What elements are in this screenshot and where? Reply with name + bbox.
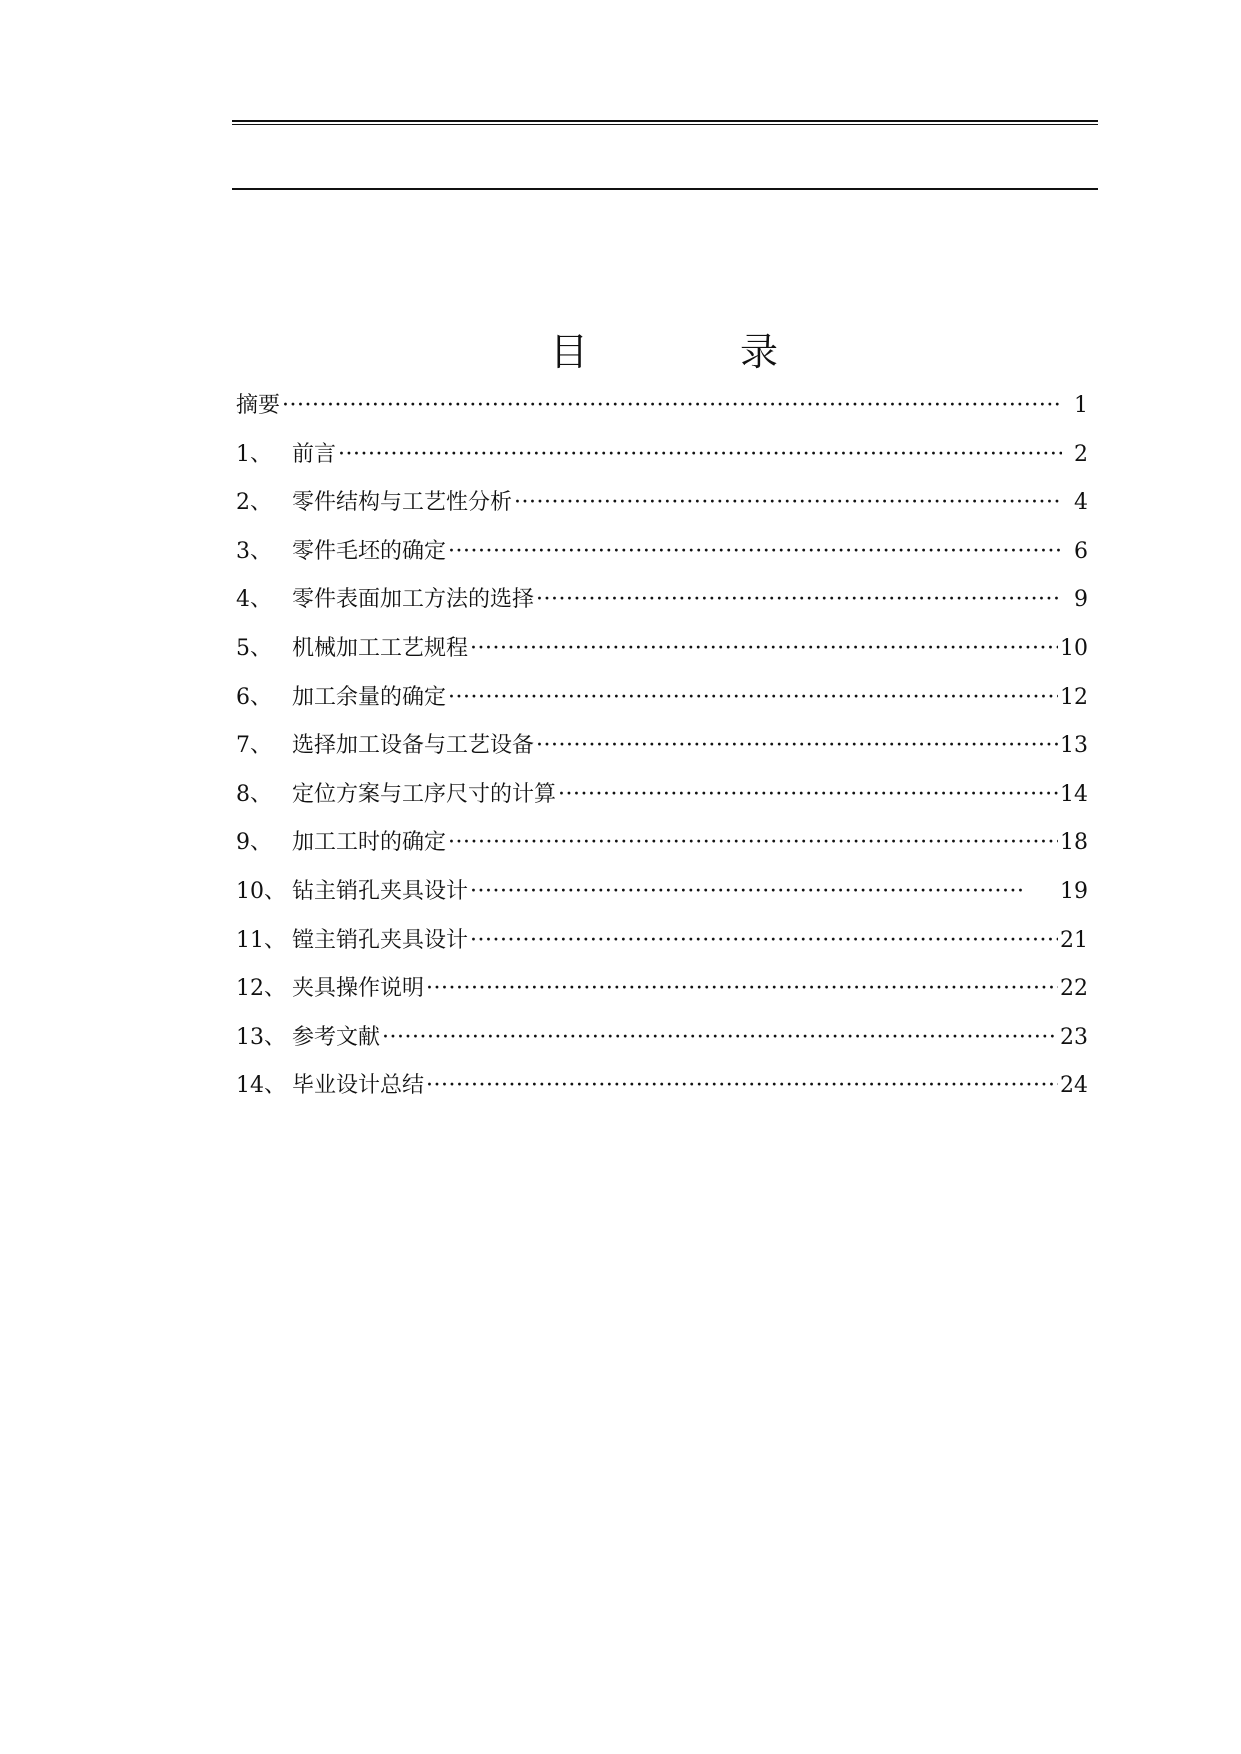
dot-leader: [536, 728, 1058, 764]
toc-entry-number: 7、: [236, 733, 272, 759]
toc-entry-number: 6、: [236, 684, 272, 710]
toc-page-number: 19: [1060, 878, 1088, 904]
dot-leader: [558, 777, 1058, 813]
dot-leader: [282, 388, 1062, 424]
toc-entry-title: 前言: [292, 441, 337, 467]
toc-page-number: 1: [1074, 393, 1088, 418]
table-of-contents: [236, 388, 1088, 1117]
dot-leader: [470, 874, 1025, 910]
toc-entry-title: 参考文献: [292, 1024, 381, 1050]
toc-entry[interactable]: [236, 923, 1088, 972]
header-single-rule: [232, 188, 1098, 190]
dot-leader: [338, 437, 1062, 473]
toc-page-number: 4: [1074, 490, 1088, 516]
toc-page-number: 12: [1060, 684, 1088, 710]
toc-entry-number: 5、: [236, 635, 272, 661]
toc-entry[interactable]: [236, 777, 1088, 826]
toc-entry-number: 11、: [236, 927, 286, 953]
header-double-rule: [232, 120, 1098, 125]
dot-leader: [536, 582, 1062, 618]
dot-leader: [448, 825, 1058, 861]
toc-entry-title: 零件表面加工方法的选择: [292, 587, 535, 613]
toc-entry[interactable]: [236, 825, 1088, 874]
toc-page-number: 13: [1060, 733, 1088, 759]
toc-entry[interactable]: [236, 631, 1088, 680]
toc-entry-title: 夹具操作说明: [292, 976, 425, 1002]
toc-entry[interactable]: [236, 534, 1088, 583]
toc-entry-title: 零件毛坯的确定: [292, 538, 447, 564]
toc-entry-title: 零件结构与工艺性分析: [292, 490, 513, 516]
toc-entry[interactable]: [236, 437, 1088, 486]
dot-leader: [470, 631, 1058, 667]
toc-entry-number: 1、: [236, 441, 272, 467]
toc-page-number: 21: [1060, 927, 1088, 953]
toc-page-number: 10: [1060, 635, 1088, 661]
toc-page-number: 2: [1074, 441, 1088, 467]
dot-leader: [514, 485, 1062, 521]
toc-entry[interactable]: [236, 874, 1088, 923]
toc-entry[interactable]: [236, 1020, 1088, 1069]
toc-entry-number: 2、: [236, 490, 272, 516]
toc-page-number: 14: [1060, 781, 1088, 807]
dot-leader: [470, 923, 1058, 959]
toc-entry-title: 镗主销孔夹具设计: [292, 927, 469, 953]
toc-entry-number: 8、: [236, 781, 272, 807]
toc-entry-number: 4、: [236, 587, 272, 613]
toc-entry-number: 10、: [236, 878, 286, 904]
toc-entry-title: 机械加工工艺规程: [292, 635, 469, 661]
toc-title: 目 录: [549, 330, 849, 374]
toc-page-number: 22: [1060, 976, 1088, 1002]
toc-entry-number: 12、: [236, 976, 286, 1002]
toc-entry-number: 3、: [236, 538, 272, 564]
toc-entry-title: 加工余量的确定: [292, 684, 447, 710]
toc-entry-title: 定位方案与工序尺寸的计算: [292, 781, 557, 807]
toc-page-number: 18: [1060, 830, 1088, 856]
toc-entry[interactable]: [236, 971, 1088, 1020]
dot-leader: [448, 680, 1058, 716]
toc-entry[interactable]: [236, 1068, 1088, 1117]
toc-entry-title: 钻主销孔夹具设计: [292, 878, 469, 904]
toc-page-number: 24: [1060, 1073, 1088, 1099]
dot-leader: [426, 971, 1058, 1007]
toc-entry-number: 9、: [236, 830, 272, 856]
toc-entry[interactable]: [236, 388, 1088, 437]
toc-entry-number: 13、: [236, 1024, 286, 1050]
toc-page-number: 23: [1060, 1024, 1088, 1050]
toc-entry[interactable]: [236, 680, 1088, 729]
toc-page-number: 6: [1074, 538, 1088, 564]
toc-entry-number: 14、: [236, 1073, 286, 1099]
dot-leader: [426, 1068, 1058, 1104]
dot-leader: [448, 534, 1062, 570]
toc-entry[interactable]: [236, 582, 1088, 631]
toc-entry-title: 加工工时的确定: [292, 830, 447, 856]
toc-entry-title: 摘要: [236, 393, 281, 418]
toc-entry-title: 选择加工设备与工艺设备: [292, 733, 535, 759]
toc-entry[interactable]: [236, 728, 1088, 777]
toc-page-number: 9: [1074, 587, 1088, 613]
dot-leader: [382, 1020, 1058, 1056]
toc-entry[interactable]: [236, 485, 1088, 534]
toc-entry-title: 毕业设计总结: [292, 1073, 425, 1099]
